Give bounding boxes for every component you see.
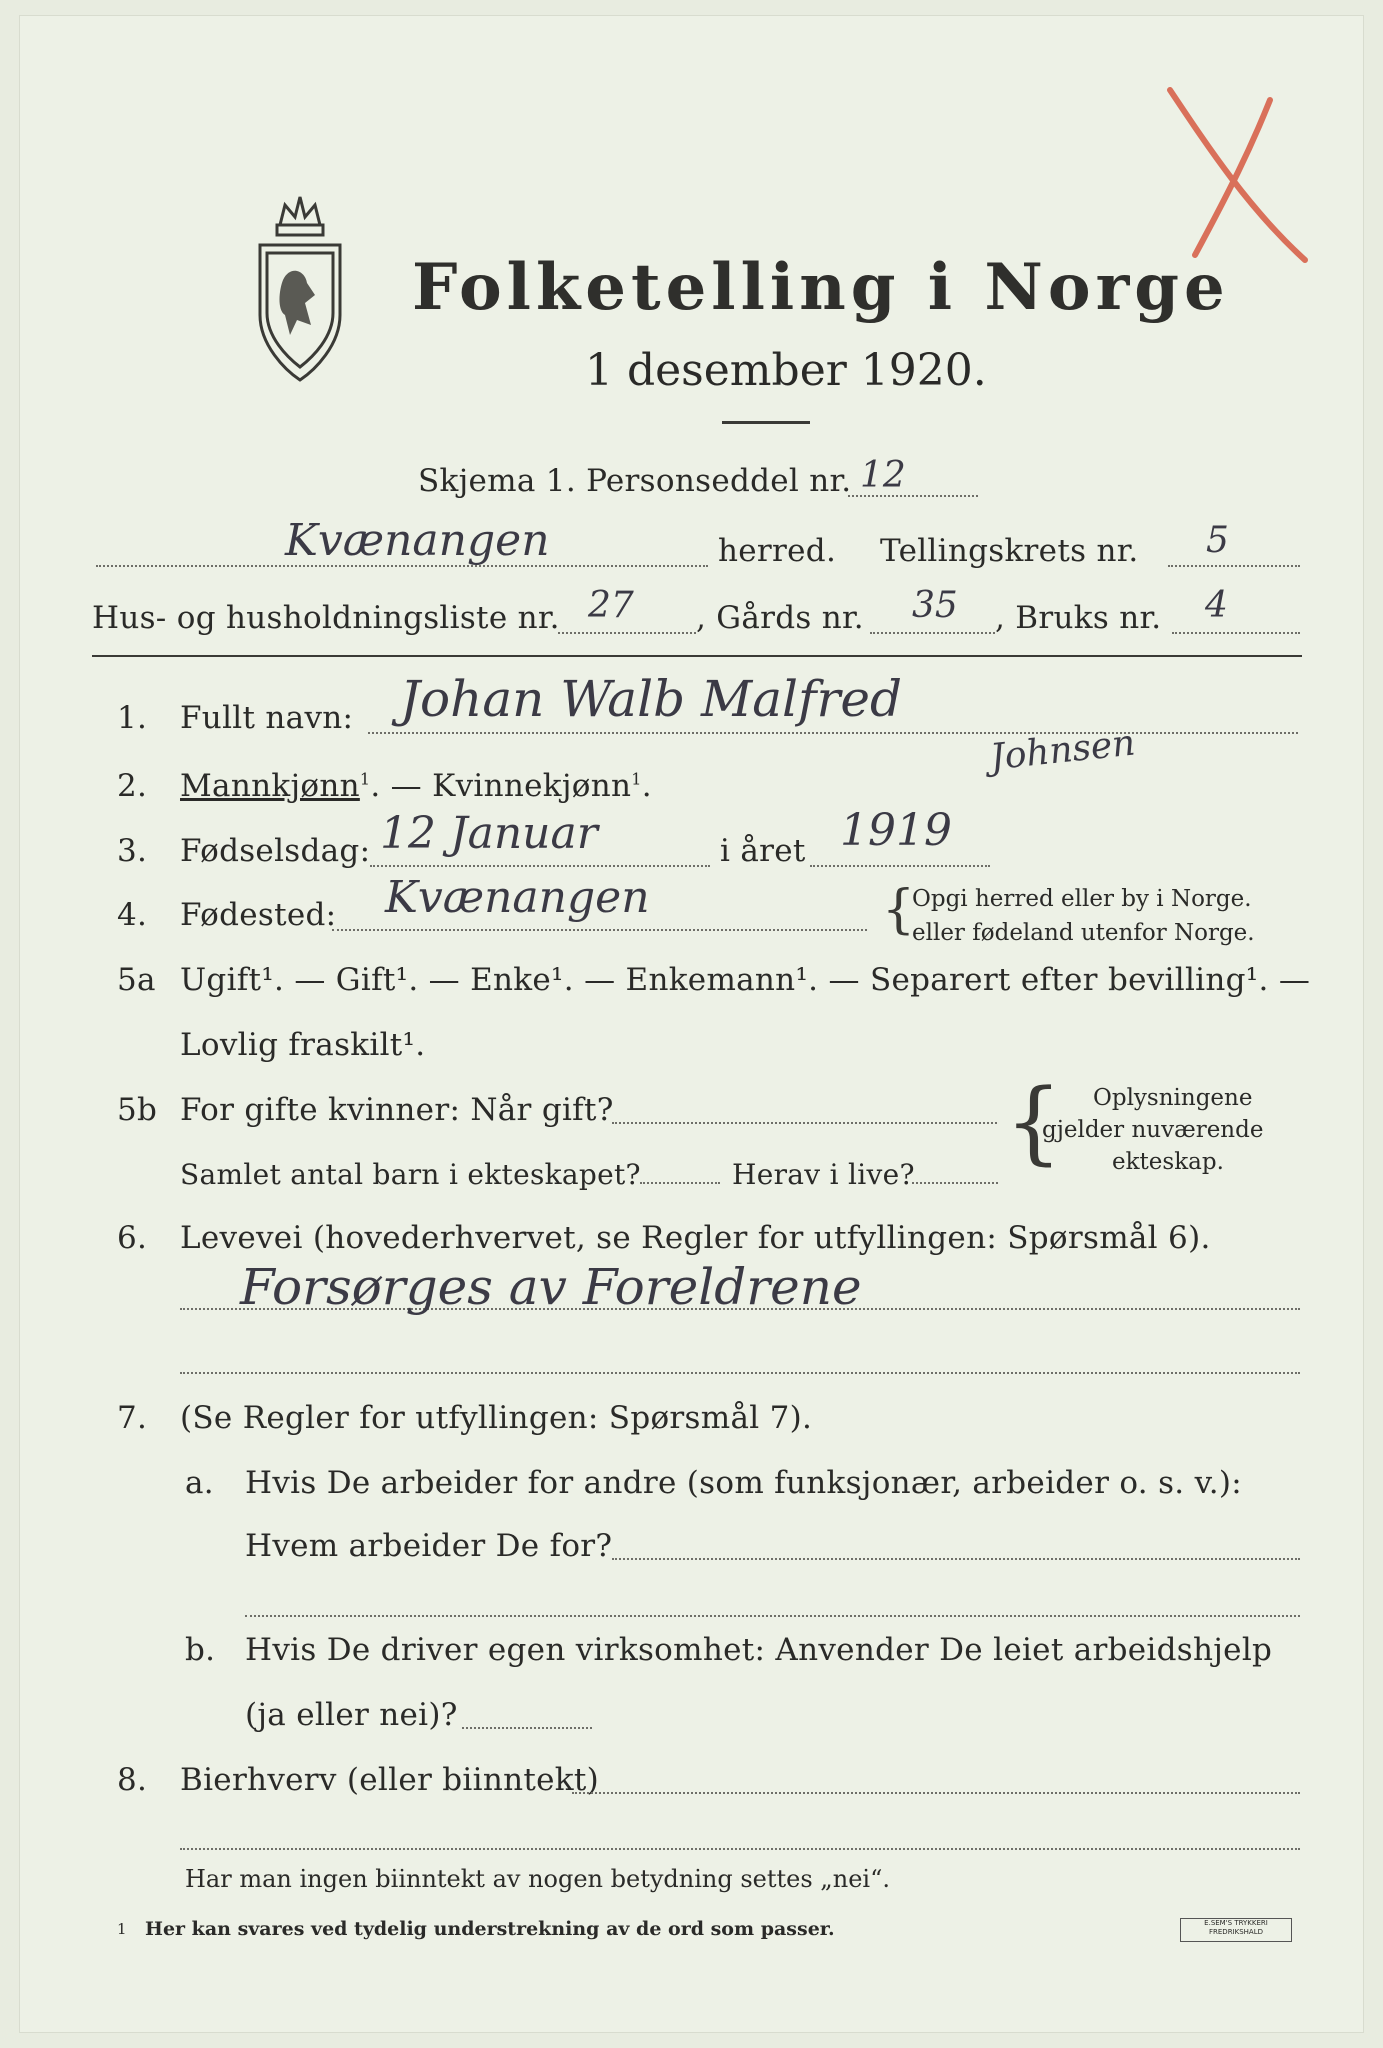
q5b-note-3: ekteskap. (1112, 1149, 1224, 1175)
gards-line (870, 632, 995, 634)
q5b-children-total: Samlet antal barn i ekteskapet? (180, 1158, 641, 1191)
q2-number: 2. (117, 768, 148, 804)
q4-brace: { (882, 880, 916, 940)
tellingskrets-line (1168, 565, 1300, 567)
q7a-question: Hvis De arbeider for andre (som funksjonær, arbeider o. s. v.): (245, 1465, 1243, 1501)
q4-note-2: eller fødeland utenfor Norge. (912, 920, 1255, 946)
q3-year-label: i året (720, 833, 806, 869)
hus-value: 27 (588, 585, 634, 626)
q5b-number: 5b (117, 1092, 158, 1128)
q7a-employer-label: Hvem arbeider De for? (245, 1528, 613, 1564)
q7b-yes-no-label: (ja eller nei)? (245, 1697, 458, 1733)
printer-stamp (1180, 1918, 1292, 1942)
q4-value: Kvænangen (385, 872, 650, 923)
q5b-alive-line (912, 1182, 998, 1184)
q1-number: 1. (117, 700, 148, 736)
q1-label: Fullt navn: (180, 700, 354, 736)
q2-female[interactable]: Kvinnekjønn (432, 768, 632, 804)
coat-of-arms-icon (245, 185, 355, 385)
q5b-alive: Herav i live? (732, 1158, 915, 1191)
footnote-number: 1 (117, 1920, 127, 1938)
form-title: Folketelling i Norge (412, 250, 1230, 325)
q5b-note-1: Oplysningene (1093, 1085, 1253, 1111)
q6-value: Forsørges av Foreldrene (240, 1258, 862, 1316)
q7-number: 7. (117, 1400, 148, 1436)
q7a-letter: a. (185, 1465, 214, 1501)
q7b-question: Hvis De driver egen virksomhet: Anvender De leiet arbeidshjelp (245, 1632, 1273, 1668)
q8-number: 8. (117, 1762, 148, 1798)
schema-nr-value: 12 (860, 455, 906, 496)
q3-date-line (370, 865, 710, 867)
q5b-when-married: For gifte kvinner: Når gift? (180, 1092, 614, 1128)
q6-line-2 (180, 1372, 1300, 1374)
q2-options: Mannkjønn$^1$. — Kvinnekjønn$^1$. (180, 768, 652, 804)
q4-label: Fødested: (180, 897, 337, 933)
hus-label: Hus- og husholdningsliste nr. (92, 600, 560, 636)
q3-year-line (810, 865, 990, 867)
gards-value: 35 (912, 585, 958, 626)
q7b-yes-no-line (462, 1727, 592, 1729)
q3-year-value: 1919 (840, 805, 952, 856)
q6-number: 6. (117, 1220, 148, 1256)
section-divider (92, 655, 1302, 657)
q7b-letter: b. (185, 1632, 216, 1668)
bruks-line (1172, 632, 1300, 634)
q8-line-2 (180, 1848, 1300, 1850)
tellingskrets-value: 5 (1206, 520, 1229, 561)
q5b-brace: { (1005, 1070, 1063, 1175)
q7-label: (Se Regler for utfyllingen: Spørsmål 7). (180, 1400, 813, 1436)
gards-label: , Gårds nr. (696, 600, 864, 636)
footnote-text: Her kan svares ved tydelig understrekning av de ord som passer. (145, 1918, 835, 1940)
q3-label: Fødselsdag: (180, 833, 371, 869)
printer-stamp-text: E.SEM'S TRYKKERI FREDRIKSHALD (1204, 1919, 1268, 1936)
q8-line-1 (572, 1792, 1300, 1794)
q6-label: Levevei (hovederhvervet, se Regler for utfyllingen: Spørsmål 6). (180, 1220, 1211, 1256)
biinntekt-note: Har man ingen biinntekt av nogen betydning settes „nei“. (185, 1865, 890, 1893)
q2-end: . (641, 768, 652, 804)
q1-line (368, 732, 1298, 734)
q5b-when-line (612, 1122, 997, 1124)
q4-number: 4. (117, 897, 148, 933)
q3-number: 3. (117, 833, 148, 869)
q8-label: Bierhverv (eller biinntekt) (180, 1762, 600, 1798)
schema-label: Skjema 1. Personseddel nr. (418, 463, 852, 499)
q2-separator: . — (370, 768, 433, 804)
q7a-employer-line-2 (245, 1615, 1300, 1617)
q5b-note-2: gjelder nuværende (1042, 1117, 1264, 1143)
bruks-value: 4 (1205, 585, 1228, 626)
herred-value: Kvænangen (285, 515, 550, 566)
tellingskrets-label: Tellingskrets nr. (880, 533, 1139, 569)
red-x-mark (1140, 70, 1320, 270)
hus-line (558, 632, 696, 634)
q5b-children-line (640, 1182, 720, 1184)
bruks-label: , Bruks nr. (995, 600, 1162, 636)
q5a-options-cont: Lovlig fraskilt¹. (180, 1027, 426, 1063)
q2-male[interactable]: Mannkjønn (180, 768, 360, 804)
q4-note-1: Opgi herred eller by i Norge. (912, 886, 1252, 912)
q1-surname-value: Johnsen (988, 722, 1138, 779)
herred-label: herred. (718, 533, 837, 569)
q1-name-value: Johan Walb Malfred (400, 670, 903, 728)
q7a-employer-line-1 (612, 1558, 1300, 1560)
title-divider (722, 421, 810, 424)
q3-date-value: 12 Januar (380, 808, 598, 859)
q5a-options: Ugift¹. — Gift¹. — Enke¹. — Enkemann¹. — Separert efter bevilling¹. — (180, 962, 1311, 998)
q4-line (332, 929, 867, 931)
q5a-number: 5a (117, 962, 156, 998)
census-date: 1 desember 1920. (585, 345, 987, 396)
